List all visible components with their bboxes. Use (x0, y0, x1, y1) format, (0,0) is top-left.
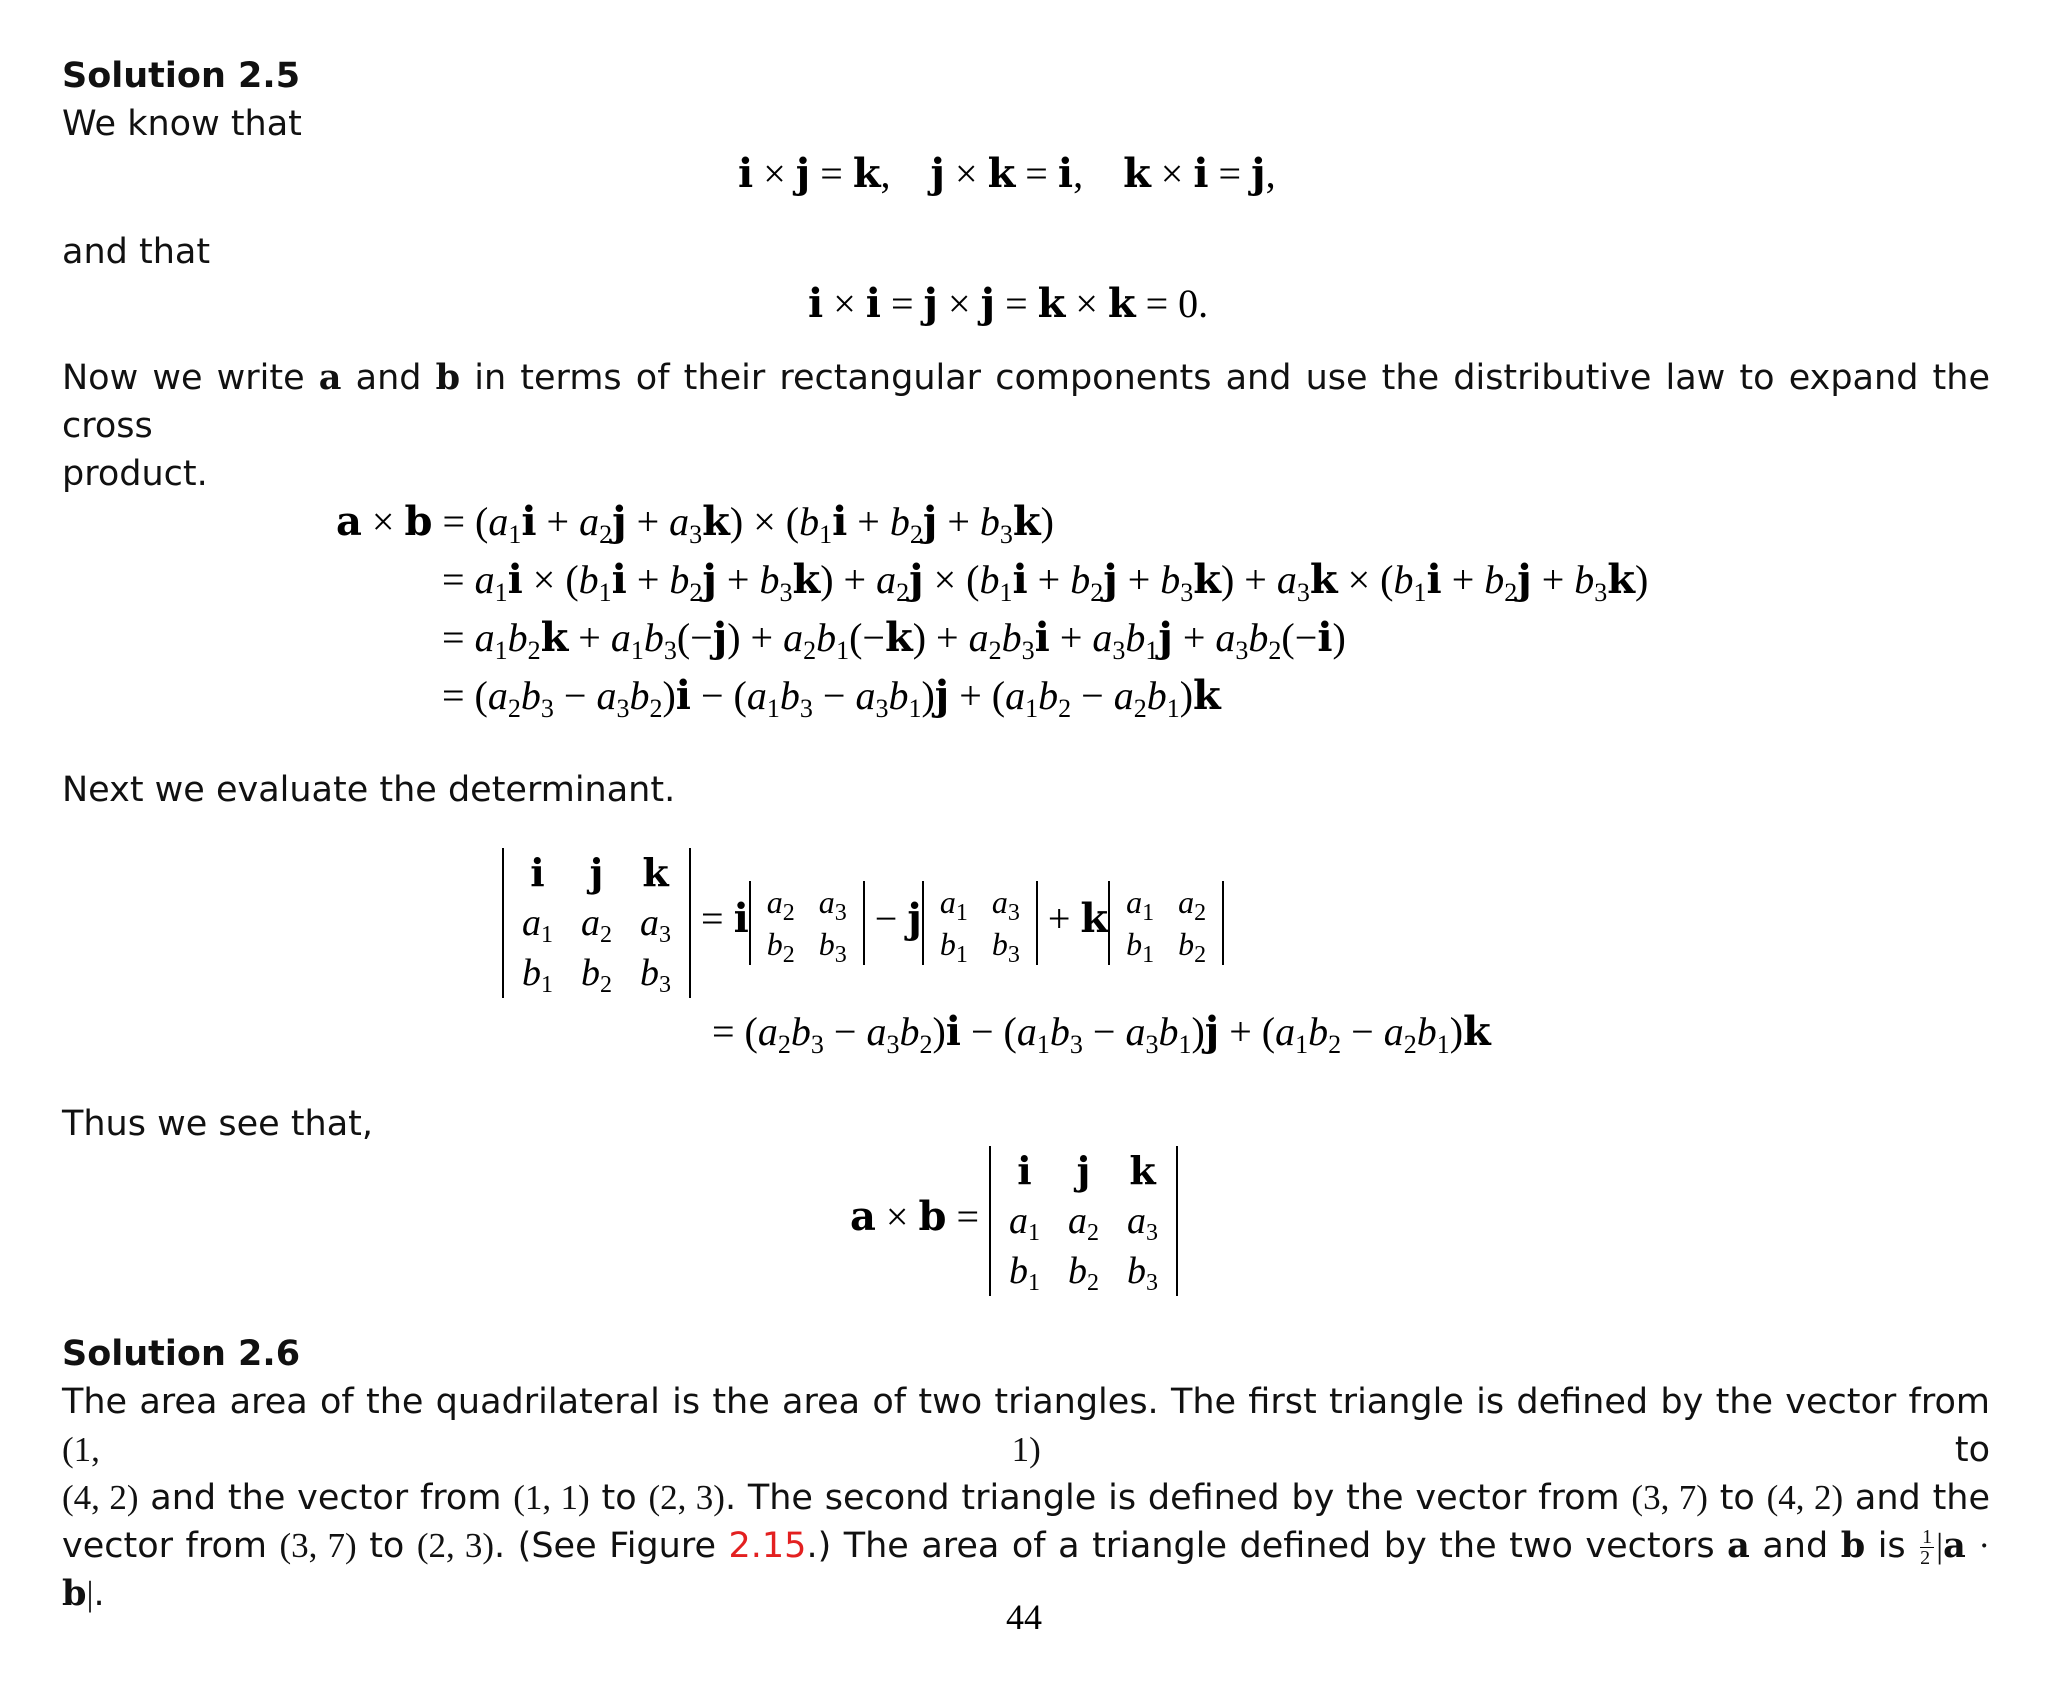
text-thus-we-see: Thus we see that, (62, 1104, 374, 1144)
equation-expansion-line-1: $a \times b = (a_1i + a_2j + a_3k) \times (b_1i + b_2j + b_3k)$ (336, 498, 1054, 549)
equation-expansion-line-3: = $a_1b_2k + a_1b_3(-j) + a_2b_1(-k) + a_2b_3i + a_3b_1j + a_3b_2(-i)$ (442, 614, 1346, 665)
equation-expansion-line-2: = $a_1i \times (b_1i + b_2j + b_3k) + a_2j \times (b_1i + b_2j + b_3k) + a_3k \times (b_1i + b_2j + b_3k)$ (442, 556, 1649, 607)
paragraph-now-we-write: Now we write a and b in terms of their rectangular components and use the distributive law to expand the cross product. (62, 357, 1990, 494)
determinant-3x3-result: i j k $a_1$ $a_2$ $a_3$ $b_1$ $b_2$ $b_3$ (989, 1146, 1178, 1296)
determinant-3x3: i j k $a_1$ $a_2$ $a_3$ $b_1$ $b_2$ $b_3$ (502, 848, 691, 998)
text-we-know-that: We know that (62, 104, 302, 144)
equation-cross-product-determinant: a × b = i j k $a_1$ $a_2$ $a_3$ $b_1$ $b_2$ $b_3$ (850, 1146, 1178, 1296)
equation-self-cross-products: i × i = j × j = k × k = 0. (808, 280, 1209, 327)
equation-unit-vector-cross-products: i × j = k, j × k = i, k × i = j, (738, 150, 1276, 197)
paragraph-solution-2-6: The area area of the quadrilateral is the area of two triangles. The first triangle is defined by the vector from (1, 1) to (4, 2) and the vector from (1, 1) to (2, 3). The second triangle is defined by the vector from (3, 7) to (4, 2) and the vector from (3, 7) to (2, 3). (See Figure 2.15.) The area of a triangle defined by the two vectors a and b is $\frac{1}{2}$ |a · b|. (62, 1382, 1991, 1614)
solution-2-6-heading: Solution 2.6 (62, 1334, 301, 1374)
page-number: 44 (1006, 1597, 1042, 1637)
figure-link[interactable]: 2.15 (728, 1526, 807, 1566)
equation-determinant-result: = $(a_2b_3 - a_3b_2)i - (a_1b_3 - a_3b_1)j + (a_1b_2 - a_2b_1)k$ (712, 1008, 1491, 1059)
fraction-one-half: $\frac{1}{2}$ (1920, 1525, 1933, 1569)
equation-expansion-line-4: = $(a_2b_3 - a_3b_2)i - (a_1b_3 - a_3b_1)j + (a_1b_2 - a_2b_1)k$ (442, 672, 1221, 723)
equation-determinant-expansion: i j k $a_1$ $a_2$ $a_3$ $b_1$ $b_2$ $b_3$ = i $a_2$ $a_3$ $b_2$ $b_3$ − j $a_1$ $a_3$ $b_1$ $b_3$ + k $a_1$ $a_2$ $b_1$ $b_2$ (502, 848, 1224, 998)
solution-2-5-heading: Solution 2.5 (62, 56, 301, 96)
minor-k: $a_1$ $a_2$ $b_1$ $b_2$ (1108, 881, 1224, 965)
minor-i: $a_2$ $a_3$ $b_2$ $b_3$ (749, 881, 865, 965)
text-next-we-evaluate: Next we evaluate the determinant. (62, 770, 676, 810)
minor-j: $a_1$ $a_3$ $b_1$ $b_3$ (922, 881, 1038, 965)
text-and-that: and that (62, 232, 211, 272)
